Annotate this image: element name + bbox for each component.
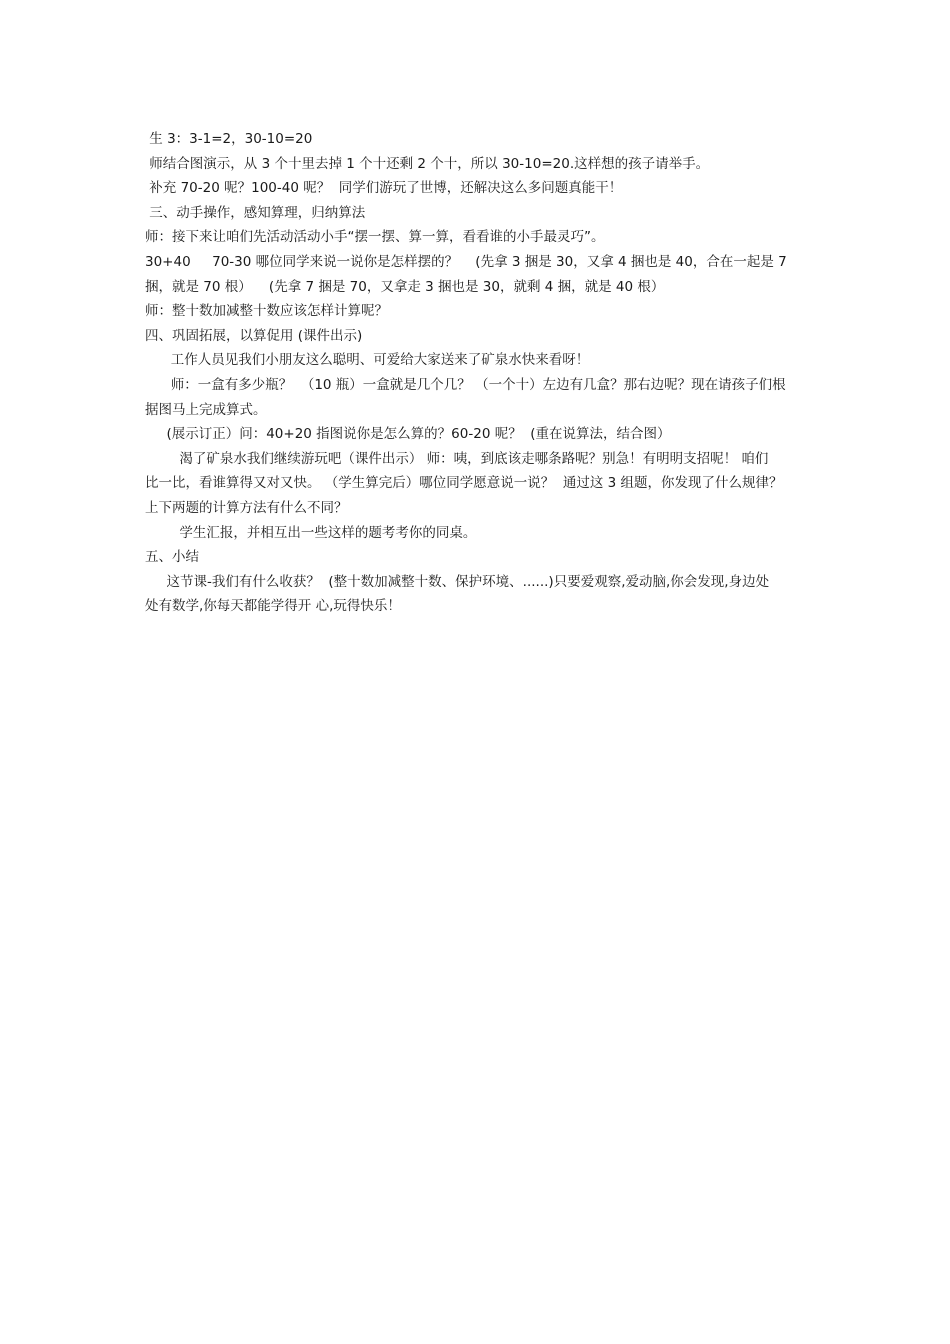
text-line: 上下两题的计算方法有什么不同？ <box>145 499 348 516</box>
text-line: 捆，就是 70 根） (先拿 7 捆是 70，又拿走 3 捆也是 30，就剩 4 捆，就是 40 根） <box>145 278 665 295</box>
text-line: 学生汇报，并相互出一些这样的题考考你的同桌。 <box>145 524 477 541</box>
text-line: 工作人员见我们小朋友这么聪明、可爱给大家送来了矿泉水快来看呀！ <box>145 352 590 369</box>
section-heading: 五、小结 <box>145 549 199 566</box>
text-line: 生 3：3-1=2，30-10=20 <box>145 131 313 147</box>
text-line: 这节课-我们有什么收获？ (整十数加减整十数、保护环境、......)只要爱观察,爱动脑,你会发现,身边处 <box>145 573 770 590</box>
document-body <box>145 127 817 619</box>
text-line: 师：整十数加减整十数应该怎样计算呢？ <box>145 303 388 320</box>
text-line: 据图马上完成算式。 <box>145 401 267 418</box>
text-line: 师结合图演示，从 3 个十里去掉 1 个十还剩 2 个十，所以 30-10=20.这样想的孩子请举手。 <box>145 155 710 172</box>
text-line: 师：接下来让咱们先活动活动小手“摆一摆、算一算，看看谁的小手最灵巧”。 <box>145 229 605 246</box>
text-line: 30+40 70-30 哪位同学来说一说你是怎样摆的？ (先拿 3 捆是 30，又拿 4 捆也是 40，合在一起是 7 <box>145 253 787 270</box>
section-heading: 四、巩固拓展，以算促用 (课件出示) <box>145 327 363 344</box>
text-line: 处有数学,你每天都能学得开 心,玩得快乐！ <box>145 598 401 615</box>
section-heading: 三、动手操作，感知算理，归纳算法 <box>145 204 366 221</box>
text-line: 师：一盒有多少瓶？ （10 瓶）一盒就是几个几？ （一个十）左边有几盒？那右边呢？现在请孩子们根 <box>145 376 786 393</box>
text-line: 渴了矿泉水我们继续游玩吧（课件出示） 师：咦，到底该走哪条路呢？别急！有明明支招呢！ 咱们 <box>145 450 769 467</box>
text-line: (展示订正）问：40+20 指图说你是怎么算的？60-20 呢？ (重在说算法，结合图） <box>145 426 671 443</box>
text-line: 比一比，看谁算得又对又快。 （学生算完后）哪位同学愿意说一说？ 通过这 3 组题，你发现了什么规律？ <box>145 475 783 492</box>
text-line: 补充 70-20 呢？100-40 呢？ 同学们游玩了世博，还解决这么多问题真能干！ <box>145 180 623 197</box>
